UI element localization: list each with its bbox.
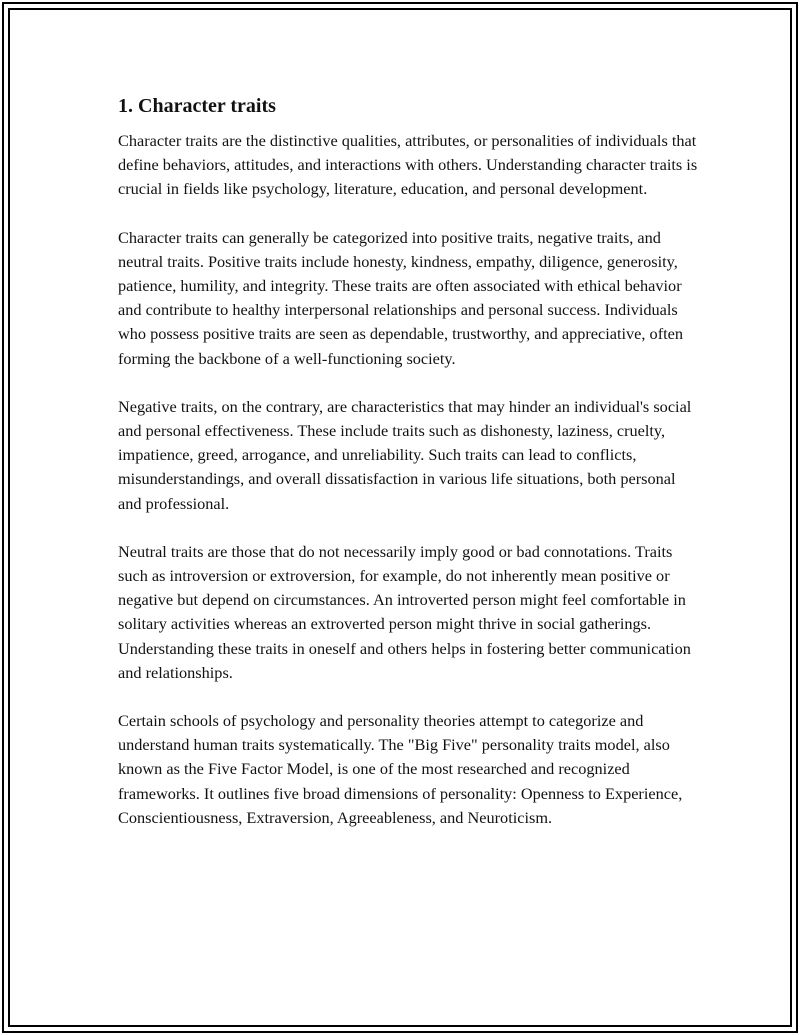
paragraph-positive-traits: Character traits can generally be categorized into positive traits, negative traits, and neutral traits. Positive traits include honesty, kindness, empathy, diligence, generosity, patience, humility, and integrity. These traits are often associated with ethical behavior and contribute to healthy interpersonal relationships and personal success. Individuals who possess positive traits are seen as dependable, trustworthy, and appreciative, often forming the backbone of a well-functioning society. <box>118 227 684 368</box>
paragraph-definition: Character traits are the distinctive qualities, attributes, or personalities of individuals that define behaviors, attitudes, and interactions with others. Understanding character traits is crucial in fields like psychology, literature, education, and personal development. <box>118 131 698 199</box>
section-title: 1. Character traits <box>118 95 276 117</box>
paragraph-neutral-traits: Neutral traits are those that do not necessarily imply good or bad connotations. Traits such as introversion or extroversion, for example, do not inherently mean positive or negative but depend on circumstances. An introverted person might feel comfortable in solitary activities whereas an extroverted person might thrive in social gatherings. Understanding these traits in oneself and others helps in fostering better communication and relationships. <box>118 541 691 682</box>
paragraph-negative-traits: Negative traits, on the contrary, are characteristics that may hinder an individual's social and personal effectiveness. These include traits such as dishonesty, laziness, cruelty, impatience, greed, arrogance, and unreliability. Such traits can lead to conflicts, misunderstandings, and overall dissatisfaction in various life situations, both personal and professional. <box>118 396 692 513</box>
document-body <box>118 93 698 854</box>
paragraph-big-five: Certain schools of psychology and personality theories attempt to categorize and understand human traits systematically. The "Big Five" personality traits model, also known as the Five Factor Model, is one of the most researched and recognized frameworks. It outlines five broad dimensions of personality: Openness to Experience, Conscientiousness, Extraversion, Agreeableness, and Neuroticism. <box>118 711 683 827</box>
